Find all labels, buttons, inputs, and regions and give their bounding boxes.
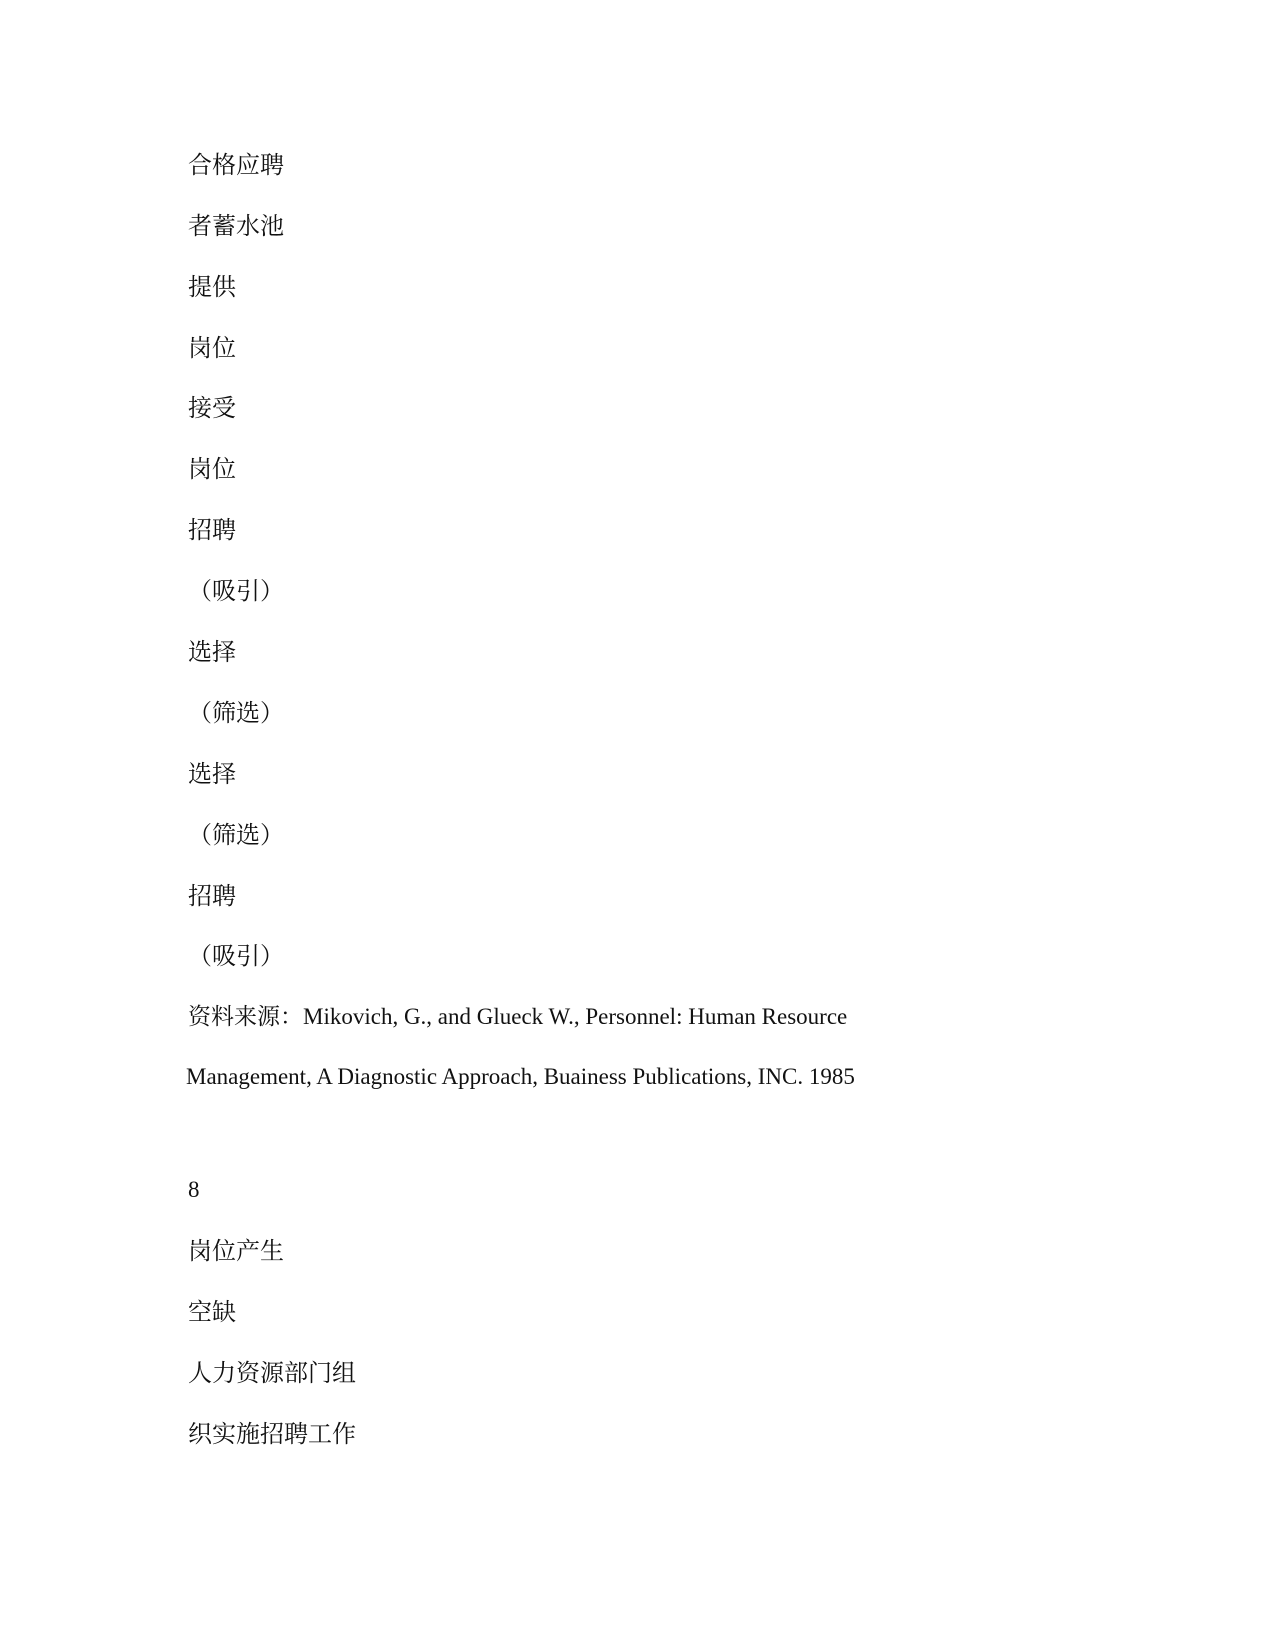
text-line: （吸引） <box>188 942 284 970</box>
text-line: 选择 <box>188 638 236 666</box>
text-line: 岗位产生 <box>188 1237 284 1265</box>
text-line: （筛选） <box>188 699 284 727</box>
text-line: （筛选） <box>188 821 284 849</box>
text-line: 招聘 <box>188 516 236 544</box>
source-citation-line1: 资料来源：Mikovich, G., and Glueck W., Personnel: Human Resource <box>188 1004 848 1029</box>
text-line: 合格应聘 <box>188 151 284 179</box>
page-number: 8 <box>188 1177 200 1202</box>
text-line: 人力资源部门组 <box>188 1359 356 1387</box>
source-citation-line2: Management, A Diagnostic Approach, Buainess Publications, INC. 1985 <box>186 1064 855 1089</box>
text-line: 提供 <box>188 273 236 301</box>
text-line: 空缺 <box>188 1298 236 1326</box>
text-line: 接受 <box>188 394 236 422</box>
text-line: 岗位 <box>188 334 236 362</box>
text-line: 选择 <box>188 760 236 788</box>
text-line: 织实施招聘工作 <box>188 1420 356 1448</box>
text-line: （吸引） <box>188 577 284 605</box>
text-line: 岗位 <box>188 455 236 483</box>
text-line: 者蓄水池 <box>188 212 284 240</box>
text-line: 招聘 <box>188 882 236 910</box>
